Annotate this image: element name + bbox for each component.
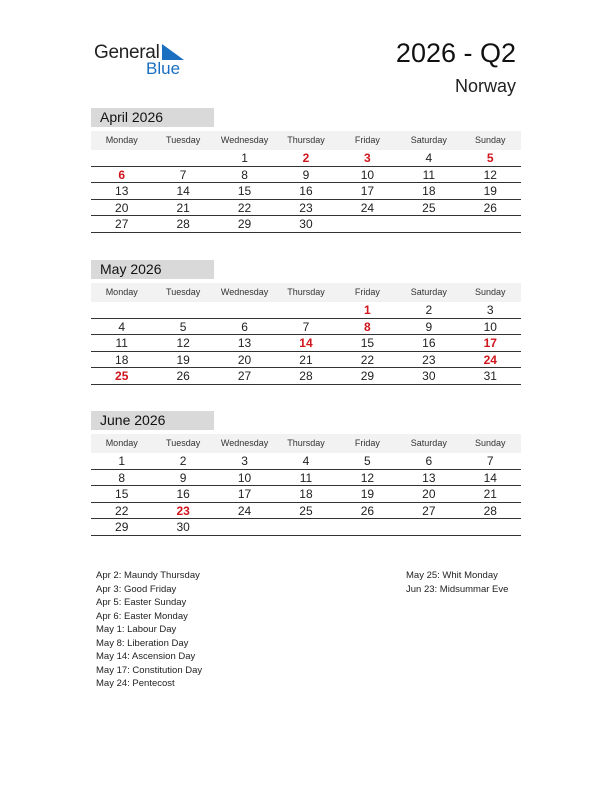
day-cell: 27 xyxy=(115,217,129,231)
day-cell: 12 xyxy=(483,167,497,182)
day-cell: 29 xyxy=(115,520,129,534)
day-cell: 18 xyxy=(115,352,129,367)
day-cell: 10 xyxy=(360,167,375,182)
day-cell: 4 xyxy=(302,454,310,468)
day-cell: 30 xyxy=(299,217,313,231)
day-cell: 24 xyxy=(483,352,497,367)
day-cell: 5 xyxy=(486,151,494,165)
day-cell: 11 xyxy=(422,167,436,182)
day-cell: 16 xyxy=(422,336,436,350)
weekday-monday: Monday xyxy=(105,287,138,297)
day-cell: 19 xyxy=(176,352,190,367)
weekday-monday: Monday xyxy=(105,135,138,145)
day-cell xyxy=(337,216,398,232)
holiday-list-right xyxy=(406,569,508,596)
page-title: 2026 - Q2 xyxy=(395,38,516,68)
weekday-tuesday: Tuesday xyxy=(166,287,201,297)
day-cell: 13 xyxy=(422,470,436,485)
weekday-header-row xyxy=(91,283,521,302)
weekday-header-row xyxy=(91,434,521,453)
day-cell: 3 xyxy=(241,454,248,468)
day-cell: 14 xyxy=(483,470,497,485)
day-cell: 5 xyxy=(179,319,187,334)
week-row xyxy=(91,167,521,184)
day-cell: 22 xyxy=(237,200,252,215)
day-cell: 13 xyxy=(237,336,252,350)
day-cell xyxy=(337,519,398,535)
day-cell xyxy=(398,216,459,232)
holiday-entry: Jun 23: Midsummar Eve xyxy=(406,583,509,595)
day-cell: 28 xyxy=(483,503,497,518)
day-cell: 3 xyxy=(364,151,371,165)
day-cell xyxy=(214,302,275,318)
day-cell: 22 xyxy=(360,352,375,367)
country-name: Norway xyxy=(454,76,516,96)
day-cell xyxy=(460,519,521,535)
day-cell: 20 xyxy=(237,352,252,367)
day-cell: 8 xyxy=(241,167,248,182)
weekday-thursday: Thursday xyxy=(287,135,325,145)
day-cell: 10 xyxy=(483,319,497,334)
week-row xyxy=(91,470,521,487)
week-row xyxy=(91,319,521,336)
week-row xyxy=(91,486,521,503)
day-cell: 26 xyxy=(483,200,497,215)
month-may xyxy=(91,260,521,385)
day-cell xyxy=(91,150,152,166)
day-cell: 1 xyxy=(241,151,248,165)
day-cell: 27 xyxy=(422,503,436,518)
day-cell: 8 xyxy=(364,319,371,334)
holiday-entry: May 1: Labour Day xyxy=(96,624,177,635)
week-row xyxy=(91,302,521,319)
weekday-wednesday: Wednesday xyxy=(220,438,269,448)
day-cell: 23 xyxy=(422,352,436,367)
day-cell: 9 xyxy=(302,167,310,182)
day-cell: 3 xyxy=(486,303,494,317)
day-cell: 7 xyxy=(302,319,310,334)
day-cell: 28 xyxy=(176,217,190,231)
day-cell: 20 xyxy=(422,487,436,501)
day-cell: 7 xyxy=(486,454,494,468)
week-row xyxy=(91,453,521,470)
week-row xyxy=(91,335,521,352)
day-cell: 15 xyxy=(360,336,375,350)
day-cell xyxy=(91,302,152,318)
day-cell: 26 xyxy=(360,503,375,518)
weekday-thursday: Thursday xyxy=(287,438,325,448)
day-cell xyxy=(214,519,275,535)
day-cell xyxy=(152,150,213,166)
day-cell: 2 xyxy=(425,303,433,317)
day-cell: 21 xyxy=(483,487,497,501)
holiday-entry: May 17: Constitution Day xyxy=(96,664,203,676)
day-cell: 6 xyxy=(425,454,433,468)
day-cell xyxy=(275,302,336,318)
month-april xyxy=(91,108,521,233)
month-june xyxy=(91,411,521,536)
weekday-sunday: Sunday xyxy=(474,438,506,448)
day-cell xyxy=(398,519,459,535)
day-cell: 25 xyxy=(299,503,313,518)
week-row xyxy=(91,352,521,369)
day-cell: 7 xyxy=(179,167,187,182)
day-cell: 15 xyxy=(237,184,252,198)
day-cell: 24 xyxy=(360,200,375,215)
day-cell: 1 xyxy=(364,303,371,317)
weekday-thursday: Thursday xyxy=(287,287,325,297)
day-cell: 25 xyxy=(115,369,129,383)
day-cell: 14 xyxy=(299,336,313,350)
week-row xyxy=(91,183,521,200)
day-cell: 21 xyxy=(299,352,313,367)
day-cell: 11 xyxy=(299,470,313,485)
day-cell: 11 xyxy=(115,336,128,350)
day-cell xyxy=(460,216,521,232)
month-label: May 2026 xyxy=(91,260,214,279)
week-row xyxy=(91,216,521,233)
day-cell: 27 xyxy=(237,369,252,383)
weekday-tuesday: Tuesday xyxy=(166,438,201,448)
day-cell xyxy=(152,302,213,318)
day-cell: 4 xyxy=(118,319,126,334)
week-row xyxy=(91,200,521,217)
holiday-entry: Apr 3: Good Friday xyxy=(96,583,177,595)
day-cell: 4 xyxy=(425,151,433,165)
day-cell: 23 xyxy=(299,200,313,215)
holiday-entry: Apr 2: Maundy Thursday xyxy=(96,570,200,581)
week-row xyxy=(91,503,521,520)
day-cell: 17 xyxy=(483,336,497,350)
weekday-wednesday: Wednesday xyxy=(220,135,269,145)
weekday-tuesday: Tuesday xyxy=(166,135,201,145)
weekday-saturday: Saturday xyxy=(410,135,447,145)
day-cell: 15 xyxy=(115,487,129,501)
day-cell xyxy=(275,519,336,535)
weekday-sunday: Sunday xyxy=(474,287,506,297)
day-cell: 16 xyxy=(299,184,313,198)
day-cell: 28 xyxy=(299,369,313,383)
day-cell: 6 xyxy=(241,319,248,334)
day-cell: 12 xyxy=(360,470,375,485)
day-cell: 26 xyxy=(176,369,190,383)
month-label: April 2026 xyxy=(91,108,214,127)
holiday-entry: May 24: Pentecost xyxy=(96,678,175,689)
day-cell: 22 xyxy=(115,503,129,518)
logo-triangle-icon xyxy=(162,44,184,60)
day-cell: 10 xyxy=(237,470,252,485)
day-cell: 12 xyxy=(176,336,190,350)
day-cell: 24 xyxy=(237,503,252,518)
day-cell: 6 xyxy=(118,167,126,182)
holiday-list-left xyxy=(96,569,202,691)
weekday-friday: Friday xyxy=(354,287,380,297)
day-cell: 21 xyxy=(176,200,190,215)
holiday-entry: May 8: Liberation Day xyxy=(96,637,189,649)
holiday-entry: Apr 6: Easter Monday xyxy=(96,610,188,622)
weekday-saturday: Saturday xyxy=(410,287,447,297)
holiday-entry: May 14: Ascension Day xyxy=(96,651,196,662)
day-cell: 14 xyxy=(176,184,190,198)
holiday-entry: May 25: Whit Monday xyxy=(406,570,498,581)
weekday-header-row xyxy=(91,131,521,150)
weekday-wednesday: Wednesday xyxy=(220,287,269,297)
day-cell: 5 xyxy=(364,454,371,468)
logo-word-blue: Blue xyxy=(146,59,181,78)
week-row xyxy=(91,368,521,385)
day-cell: 30 xyxy=(176,520,190,534)
day-cell: 29 xyxy=(237,217,252,231)
day-cell: 2 xyxy=(179,454,187,468)
day-cell: 17 xyxy=(237,487,252,501)
day-cell: 1 xyxy=(118,454,126,468)
day-cell: 19 xyxy=(483,184,497,198)
weekday-friday: Friday xyxy=(354,135,380,145)
day-cell: 23 xyxy=(176,503,190,518)
weekday-monday: Monday xyxy=(105,438,138,448)
day-cell: 2 xyxy=(302,151,310,165)
day-cell: 29 xyxy=(360,369,375,383)
day-cell: 8 xyxy=(118,470,126,485)
day-cell: 30 xyxy=(422,369,436,383)
day-cell: 17 xyxy=(360,184,375,198)
day-cell: 16 xyxy=(176,487,190,501)
logo-word-general: General xyxy=(94,42,160,63)
day-cell: 18 xyxy=(299,487,313,501)
day-cell: 9 xyxy=(179,470,187,485)
day-cell: 9 xyxy=(425,319,433,334)
day-cell: 31 xyxy=(483,369,497,383)
day-cell: 19 xyxy=(360,487,375,501)
day-cell: 18 xyxy=(422,184,436,198)
week-row xyxy=(91,519,521,536)
weekday-saturday: Saturday xyxy=(410,438,447,448)
week-row xyxy=(91,150,521,167)
day-cell: 25 xyxy=(422,200,436,215)
day-cell: 20 xyxy=(115,200,129,215)
holiday-entry: Apr 5: Easter Sunday xyxy=(96,597,187,608)
day-cell: 13 xyxy=(115,184,129,198)
month-label: June 2026 xyxy=(91,411,214,430)
weekday-friday: Friday xyxy=(354,438,380,448)
brand-logo xyxy=(94,42,194,78)
weekday-sunday: Sunday xyxy=(474,135,506,145)
